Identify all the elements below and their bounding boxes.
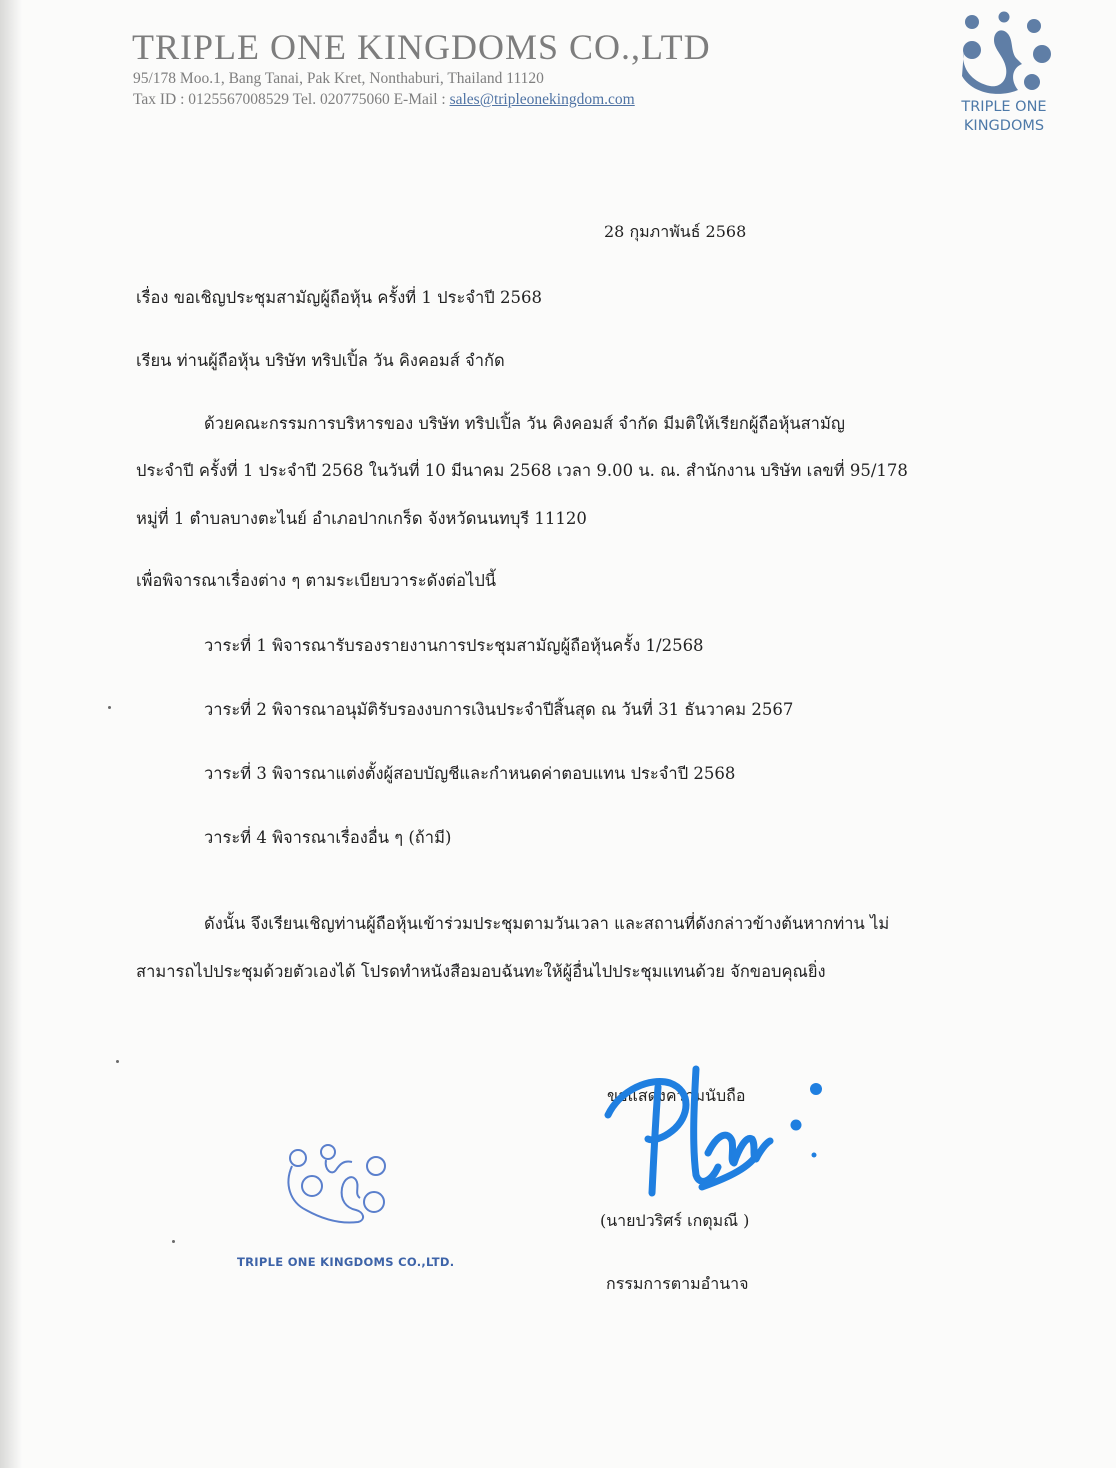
signer-title: กรรมการตามอำนาจ <box>606 1274 749 1293</box>
scan-speck <box>116 1060 119 1063</box>
paragraph1-line: หมู่ที่ 1 ตำบลบางตะไนย์ อำเภอปากเกร็ด จังหวัดนนทบุรี 11120 <box>136 509 587 528</box>
handwritten-signature <box>600 1055 830 1205</box>
company-logo-text: TRIPLE ONE KINGDOMS <box>961 99 1047 134</box>
agenda-item: วาระที่ 3 พิจารณาแต่งตั้งผู้สอบบัญชีและกำหนดค่าตอบแทน ประจำปี 2568 <box>204 764 736 783</box>
company-logo-icon <box>950 10 1060 100</box>
scan-speck <box>172 1240 175 1243</box>
agenda-item: วาระที่ 2 พิจารณาอนุมัติรับรองงบการเงินประจำปีสิ้นสุด ณ วันที่ 31 ธันวาคม 2567 <box>204 700 794 719</box>
contact-email-link[interactable]: sales@tripleonekingdom.com <box>449 91 635 108</box>
signer-name: (นายปวริศร์ เกตุมณี ) <box>600 1211 750 1230</box>
paragraph2-line: สามารถไปประชุมด้วยตัวเองได้ โปรดทำหนังสือมอบฉันทะให้ผู้อื่นไปประชุมแทนด้วย จักขอบคุณยิ่ง <box>136 962 826 981</box>
agenda-intro: เพื่อพิจารณาเรื่องต่าง ๆ ตามระเบียบวาระดังต่อไปนี้ <box>136 571 497 590</box>
contact-info: Tax ID : 0125567008529 Tel. 020775060 E-Mail : <box>133 91 450 108</box>
agenda-item: วาระที่ 4 พิจารณาเรื่องอื่น ๆ (ถ้ามี) <box>204 828 452 847</box>
paragraph1-line: ประจำปี ครั้งที่ 1 ประจำปี 2568 ในวันที่ 10 มีนาคม 2568 เวลา 9.00 น. ณ. สำนักงาน บริษัท เลขที่ 95/178 <box>136 461 908 480</box>
letter-subject: เรื่อง ขอเชิญประชุมสามัญผู้ถือหุ้น ครั้งที่ 1 ประจำปี 2568 <box>136 288 542 307</box>
agenda-item: วาระที่ 1 พิจารณารับรองรายงานการประชุมสามัญผู้ถือหุ้นครั้ง 1/2568 <box>204 636 704 655</box>
scan-edge-shadow <box>0 0 22 1468</box>
letter-salutation: เรียน ท่านผู้ถือหุ้น บริษัท ทริปเปิ้ล วัน คิงคอมส์ จำกัด <box>136 351 505 370</box>
paragraph2-line: ดังนั้น จึงเรียนเชิญท่านผู้ถือหุ้นเข้าร่วมประชุมตามวันเวลา และสถานที่ดังกล่าวข้างต้นหากท่าน ไม่ <box>204 914 890 933</box>
company-address: 95/178 Moo.1, Bang Tanai, Pak Kret, Nonthaburi, Thailand 11120 <box>133 70 544 87</box>
company-stamp-icon <box>280 1140 395 1230</box>
company-stamp-text: TRIPLE ONE KINGDOMS CO.,LTD. <box>237 1255 455 1269</box>
letter-date: 28 กุมภาพันธ์ 2568 <box>604 222 747 241</box>
scan-speck <box>108 706 111 709</box>
letter-closing: ขอแสดงความนับถือ <box>607 1086 746 1105</box>
company-name: TRIPLE ONE KINGDOMS CO.,LTD <box>132 27 711 67</box>
paragraph1-line: ด้วยคณะกรรมการบริหารของ บริษัท ทริปเปิ้ล วัน คิงคอมส์ จำกัด มีมติให้เรียกผู้ถือหุ้นสามัญ <box>204 414 845 433</box>
company-contact <box>133 91 635 109</box>
